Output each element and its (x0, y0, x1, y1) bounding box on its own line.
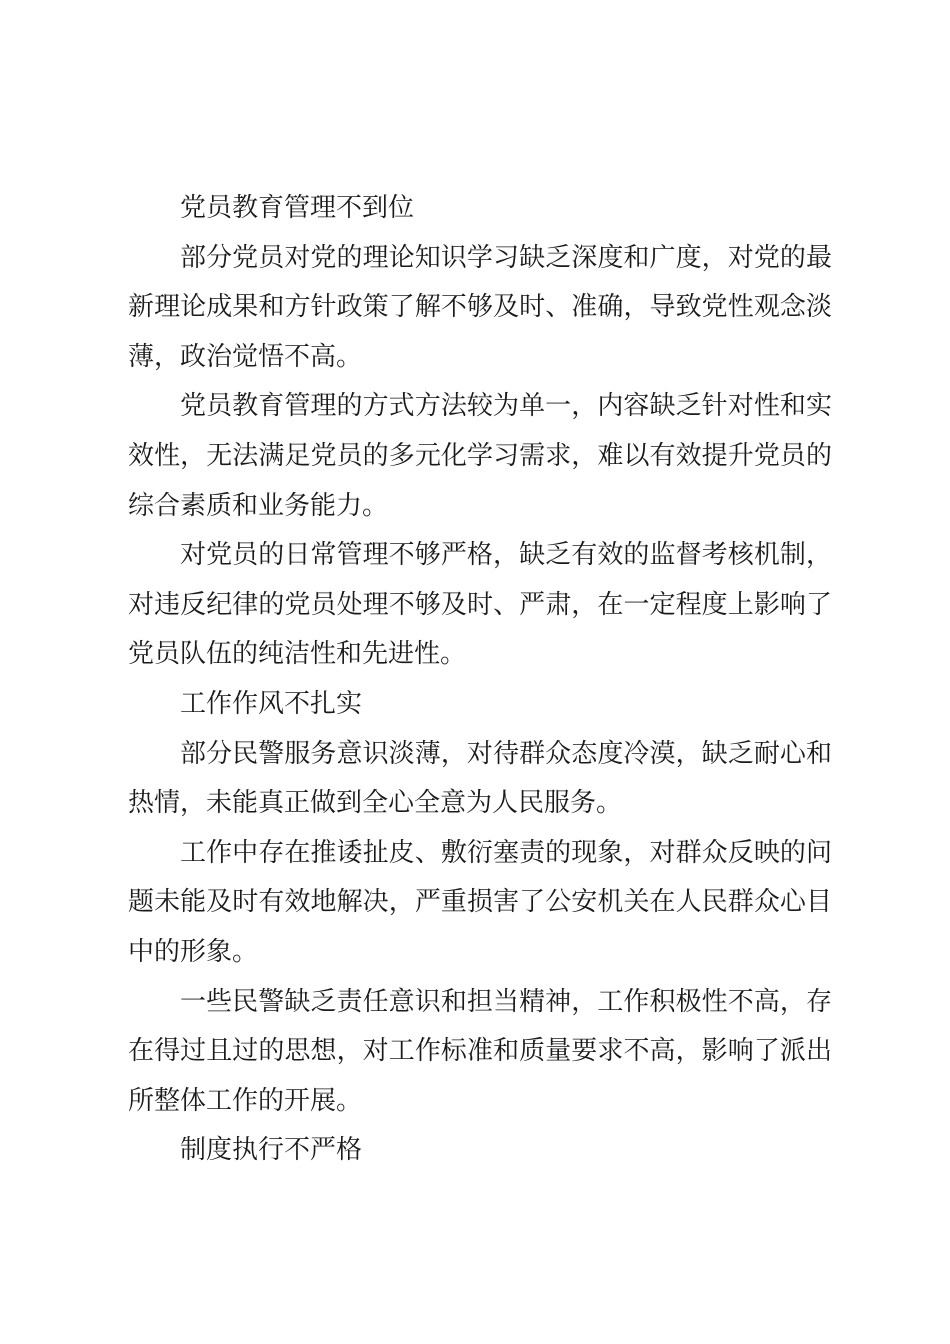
paragraph: 一些民警缺乏责任意识和担当精神，工作积极性不高，存在得过且过的思想，对工作标准和质量要求不高，影响了派出所整体工作的开展。 (128, 986, 832, 1116)
paragraph: 部分党员对党的理论知识学习缺乏深度和广度，对党的最新理论成果和方针政策了解不够及时、准确，导致党性观念淡薄，政治觉悟不高。 (128, 242, 832, 372)
document-body (128, 184, 832, 1176)
paragraph: 对党员的日常管理不够严格，缺乏有效的监督考核机制，对违反纪律的党员处理不够及时、严肃，在一定程度上影响了党员队伍的纯洁性和先进性。 (128, 540, 832, 670)
paragraph: 工作中存在推诿扯皮、敷衍塞责的现象，对群众反映的问题未能及时有效地解决，严重损害了公安机关在人民群众心目中的形象。 (128, 837, 832, 967)
paragraph: 部分民警服务意识淡薄，对待群众态度冷漠，缺乏耐心和热情，未能真正做到全心全意为人民服务。 (128, 738, 832, 819)
section-heading-work-style: 工作作风不扎实 (180, 688, 363, 719)
section-heading-system-execution: 制度执行不严格 (180, 1135, 363, 1166)
paragraph: 党员教育管理的方式方法较为单一，内容缺乏针对性和实效性，无法满足党员的多元化学习需求，难以有效提升党员的综合素质和业务能力。 (128, 391, 832, 521)
section-heading-party-education: 党员教育管理不到位 (180, 193, 415, 223)
